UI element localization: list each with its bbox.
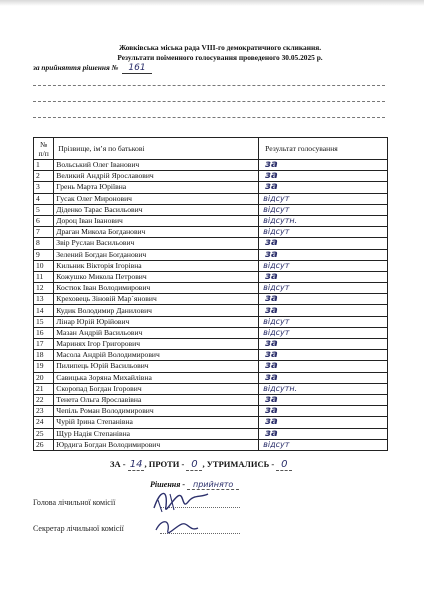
row-number: 9 — [34, 249, 54, 260]
for-label: ЗА - — [110, 459, 126, 469]
row-number: 3 — [34, 182, 54, 193]
decision-outcome-label: Рішення - — [150, 480, 185, 489]
deputy-name: Костюк Іван Володимирович — [54, 283, 259, 294]
row-number: 5 — [34, 204, 54, 215]
row-number: 7 — [34, 227, 54, 238]
deputy-name: Скоропад Богдан Ігорович — [54, 383, 259, 394]
row-number: 11 — [34, 271, 54, 282]
deputy-name: Лінар Юрій Юрійович — [54, 316, 259, 327]
row-number: 26 — [34, 439, 54, 450]
column-header-name: Прізвище, ім’я по батькові — [54, 138, 259, 160]
row-number: 22 — [34, 394, 54, 405]
column-header-number: № п/п — [34, 138, 54, 160]
row-number: 19 — [34, 361, 54, 372]
deputy-name: Великий Андрій Ярославович — [54, 171, 259, 182]
deputy-name: Драган Микола Богданович — [54, 227, 259, 238]
abstained-label: , УТРИМАЛИСЬ - — [202, 459, 275, 469]
deputy-name: Гусак Олег Миронович — [54, 193, 259, 204]
vote-result: відсут — [259, 227, 388, 238]
row-number: 6 — [34, 215, 54, 226]
table-row — [34, 361, 388, 372]
vote-result: за — [259, 182, 388, 193]
row-number: 15 — [34, 316, 54, 327]
deputy-name: Мазан Андрій Васильович — [54, 327, 259, 338]
vote-result: за — [259, 294, 388, 305]
blank-line-3 — [33, 117, 385, 118]
vote-result: за — [259, 160, 388, 171]
vote-result: відсут — [259, 327, 388, 338]
row-number: 8 — [34, 238, 54, 249]
row-number: 17 — [34, 339, 54, 350]
vote-result: за — [259, 271, 388, 282]
table-row — [34, 238, 388, 249]
table-row — [34, 339, 388, 350]
vote-result: відсут — [259, 316, 388, 327]
for-count: 14 — [129, 459, 143, 470]
blank-line-2 — [33, 101, 385, 102]
row-number: 10 — [34, 260, 54, 271]
table-row — [34, 417, 388, 428]
row-number: 13 — [34, 294, 54, 305]
deputy-name: Савицька Зоряна Михайлівна — [54, 372, 259, 383]
vote-result: за — [259, 350, 388, 361]
vote-result: за — [259, 394, 388, 405]
table-row — [34, 372, 388, 383]
row-number: 18 — [34, 350, 54, 361]
table-row — [34, 215, 388, 226]
vote-result: відсут — [259, 193, 388, 204]
table-row — [34, 316, 388, 327]
table-row — [34, 271, 388, 282]
deputy-name: Чурій Ірина Степанівна — [54, 417, 259, 428]
table-row — [34, 182, 388, 193]
scan-top-edge — [0, 0, 424, 6]
deputy-name: Кожушко Микола Петрович — [54, 271, 259, 282]
against-count: 0 — [186, 459, 202, 471]
table-row — [34, 350, 388, 361]
vote-result: відсутн. — [259, 383, 388, 394]
table-row — [34, 383, 388, 394]
row-number: 16 — [34, 327, 54, 338]
deputy-name: Пилипець Юрій Васильович — [54, 361, 259, 372]
table-row — [34, 305, 388, 316]
decision-line — [33, 63, 393, 73]
vote-result: за — [259, 406, 388, 417]
table-row — [34, 294, 388, 305]
row-number: 2 — [34, 171, 54, 182]
row-number: 14 — [34, 305, 54, 316]
vote-result: за — [259, 238, 388, 249]
table-body — [34, 160, 388, 451]
deputy-name: Вольський Олег Іванович — [54, 160, 259, 171]
vote-result: за — [259, 171, 388, 182]
chair-signature-label: Голова лічильної комісії — [33, 498, 116, 507]
against-label: , ПРОТИ - — [144, 459, 185, 469]
deputy-name: Масола Андрій Володимирович — [54, 350, 259, 361]
deputy-name: Зелений Богдан Богданович — [54, 249, 259, 260]
abstained-count: 0 — [276, 459, 292, 471]
table-row — [34, 249, 388, 260]
table-row — [34, 439, 388, 450]
secretary-signature-label: Секретар лічильної комісії — [33, 524, 124, 533]
deputy-name: Тенета Ольга Ярославівна — [54, 394, 259, 405]
table-row — [34, 227, 388, 238]
deputy-name: Дороц Іван Іванович — [54, 215, 259, 226]
row-number: 4 — [34, 193, 54, 204]
vote-result: відсут — [259, 204, 388, 215]
vote-totals — [110, 459, 350, 471]
vote-result: за — [259, 428, 388, 439]
table-row — [34, 428, 388, 439]
council-title: Жовківська міська рада VIII-го демократичного скликання. — [118, 43, 322, 52]
row-number: 1 — [34, 160, 54, 171]
deputy-name: Діденко Тарас Васильович — [54, 204, 259, 215]
table-row — [34, 171, 388, 182]
table-row — [34, 394, 388, 405]
row-number: 25 — [34, 428, 54, 439]
vote-result: за — [259, 339, 388, 350]
deputy-name: Маринях Ігор Григорович — [54, 339, 259, 350]
decision-outcome-value: прийнято — [187, 480, 239, 490]
decision-number: 161 — [122, 63, 151, 74]
vote-result: за — [259, 249, 388, 260]
deputy-name: Чепіль Роман Володимирович — [54, 406, 259, 417]
vote-result: за — [259, 361, 388, 372]
table-header-row — [34, 138, 388, 160]
vote-result: відсутн. — [259, 215, 388, 226]
vote-result: за — [259, 372, 388, 383]
vote-result: відсут — [259, 260, 388, 271]
table-row — [34, 283, 388, 294]
deputy-name: Звір Руслан Васильович — [54, 238, 259, 249]
blank-line-1 — [33, 85, 385, 86]
table-row — [34, 260, 388, 271]
vote-result: відсут — [259, 283, 388, 294]
deputy-name: Юрдига Богдан Володимирович — [54, 439, 259, 450]
decision-label: за прийняття рішення № — [33, 63, 119, 72]
deputy-name: Креховець Зіновій Мар`янович — [54, 294, 259, 305]
voting-table — [33, 137, 388, 451]
table-row — [34, 193, 388, 204]
deputy-name: Кильник Вікторія Ігорівна — [54, 260, 259, 271]
table-row — [34, 406, 388, 417]
voting-results-title: Результати поіменного голосування проведеного 30.05.2025 р. — [117, 53, 323, 62]
vote-result: відсут — [259, 439, 388, 450]
deputy-name: Щур Надія Степанівна — [54, 428, 259, 439]
column-header-result: Результат голосування — [259, 138, 388, 160]
handwritten-signatures — [148, 480, 218, 540]
table-row — [34, 327, 388, 338]
row-number: 24 — [34, 417, 54, 428]
row-number: 23 — [34, 406, 54, 417]
vote-result: за — [259, 305, 388, 316]
deputy-name: Кудик Володимир Данилович — [54, 305, 259, 316]
vote-result: за — [259, 417, 388, 428]
table-row — [34, 204, 388, 215]
table-row — [34, 160, 388, 171]
row-number: 20 — [34, 372, 54, 383]
row-number: 12 — [34, 283, 54, 294]
deputy-name: Грень Марта Юріївна — [54, 182, 259, 193]
row-number: 21 — [34, 383, 54, 394]
